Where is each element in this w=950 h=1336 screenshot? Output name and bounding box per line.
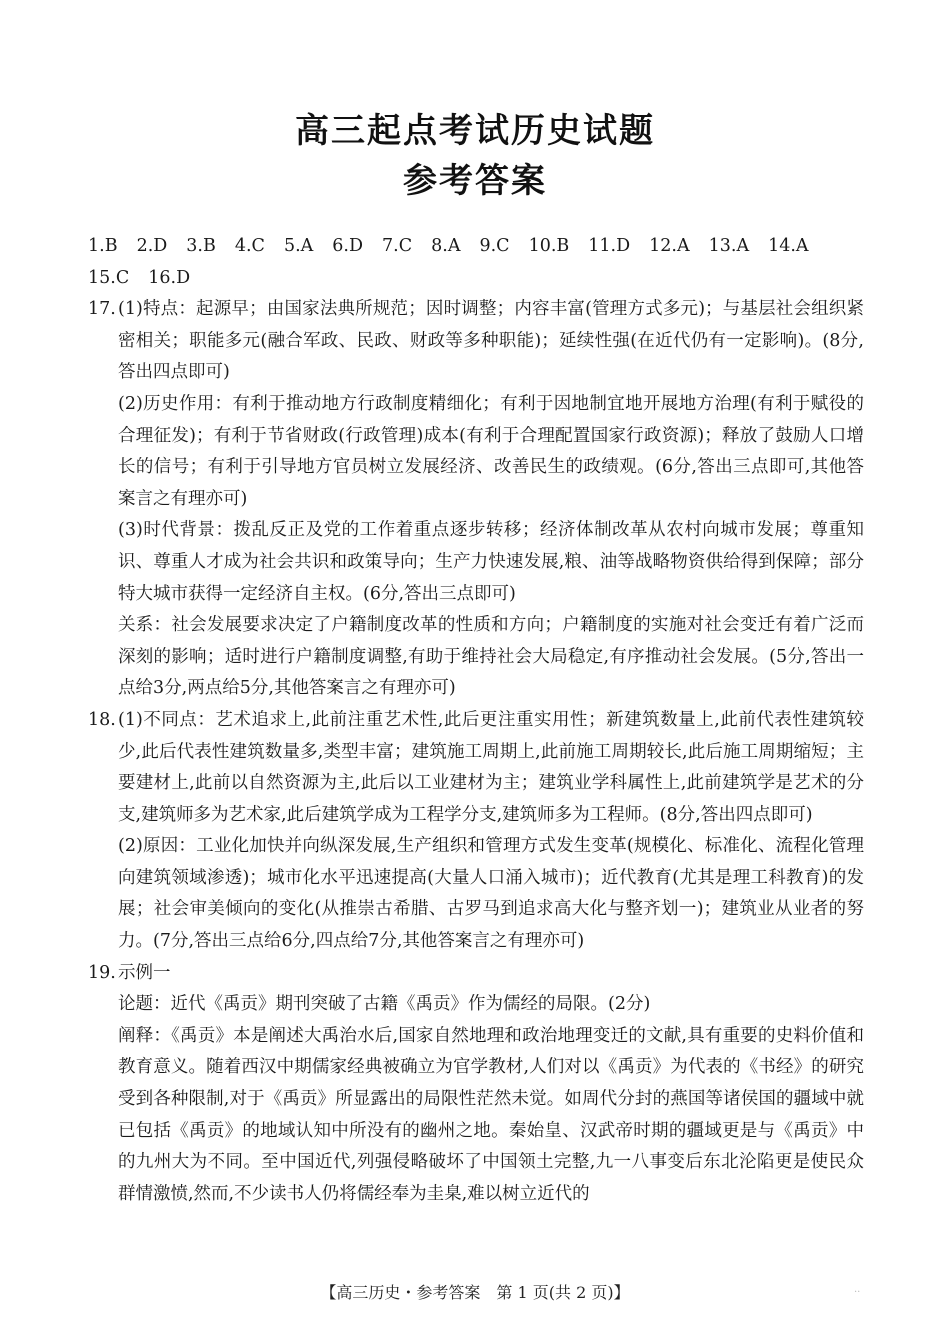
answer-item: 13.A [708, 236, 750, 256]
answer-item: 5.A [283, 236, 314, 256]
answer-item: 7.C [382, 236, 413, 256]
q17-relation: 关系：社会发展要求决定了户籍制度改革的性质和方向；户籍制度的实施对社会变迁有着广泛而深刻的影响；适时进行户籍制度调整,有助于维持社会大局稳定,有序推动社会发展。(5分,答出一点给3分,两点给5分,其他答案言之有理亦可) [118, 615, 864, 699]
answer-item: 1.B [88, 236, 118, 256]
page-title: 高三起点考试历史试题 [295, 111, 655, 151]
answer-item: 8.A [431, 236, 461, 256]
q19-example-label: 示例一 [118, 962, 171, 983]
q18-part-2: (2)原因：工业化加快并向纵深发展,生产组织和管理方式发生变革(规模化、标准化、流程化管理向建筑领域渗透)；城市化水平迅速提高(大量人口涌入城市)；近代教育(尤其是理工科教育)的发展；社会审美倾向的变化(从推崇古希腊、古罗马到追求高大化与整齐划一)；建筑业从业者的努力。(7分,答出三点给6分,四点给7分,其他答案言之有理亦可) [118, 836, 864, 952]
answer-item: 11.D [588, 236, 631, 256]
q17-part-2: (2)历史作用：有利于推动地方行政制度精细化；有利于因地制宜地开展地方治理(有利于赋役的合理征发)；有利于节省财政(行政管理)成本(有利于合理配置国家行政资源)；释放了鼓励人口增长的信号；有利于引导地方官员树立发展经济、改善民生的政绩观。(6分,答出三点即可,其他答案言之有理亦可) [118, 393, 864, 509]
answer-content [88, 231, 864, 1210]
page-mark: .. [854, 1284, 861, 1295]
multiple-choice-answers [88, 231, 864, 294]
answer-item: 6.D [332, 236, 364, 256]
question-18 [88, 705, 864, 958]
question-number: 18. [88, 709, 116, 730]
answer-item: 2.D [136, 236, 168, 256]
answer-item: 14.A [768, 236, 809, 256]
q19-explanation: 阐释：《禹贡》本是阐述大禹治水后,国家自然地理和政治地理变迁的文献,具有重要的史料价值和教育意义。随着西汉中期儒家经典被确立为官学教材,人们对以《禹贡》为代表的《书经》的研究受到各种限制,对于《禹贡》所显露出的局限性茫然未觉。如周代分封的燕国等诸侯国的疆域中就已包括《禹贡》的地域认知中所没有的幽州之地。秦始皇、汉武帝时期的疆域更是与《禹贡》中的九州大为不同。至中国近代,列强侵略破坏了中国领土完整,九一八事变后东北沦陷更是使民众群情激愤,然而,不少读书人仍将儒经奉为圭臬,难以树立近代的 [118, 1025, 864, 1204]
answer-item: 3.B [186, 236, 216, 256]
q17-part-3: (3)时代背景：拨乱反正及党的工作着重点逐步转移；经济体制改革从农村向城市发展；尊重知识、尊重人才成为社会共识和政策导向；生产力快速发展,粮、油等战略物资供给得到保障；部分特大城市获得一定经济自主权。(6分,答出三点即可) [118, 520, 864, 604]
question-number: 19. [88, 962, 116, 983]
answer-item: 4.C [234, 236, 265, 256]
answer-item: 15.C [88, 267, 130, 288]
q18-part-1: (1)不同点：艺术追求上,此前注重艺术性,此后更注重实用性；新建筑数量上,此前代表性建筑较少,此后代表性建筑数量多,类型丰富；建筑施工周期上,此前施工周期较长,此后施工周期缩短；主要建材上,此前以自然资源为主,此后以工业建材为主；建筑业学科属性上,此前建筑学是艺术的分支,建筑师多为艺术家,此后建筑学成为工程学分支,建筑师多为工程师。(8分,答出四点即可) [118, 709, 864, 825]
answer-item: 12.A [649, 236, 690, 256]
page-subtitle: 参考答案 [403, 161, 547, 201]
q19-thesis: 论题：近代《禹贡》期刊突破了古籍《禹贡》作为儒经的局限。(2分) [118, 994, 651, 1015]
question-number: 17. [88, 299, 116, 320]
question-19 [88, 958, 864, 1211]
answer-item: 16.D [148, 267, 191, 288]
answer-item: 9.C [479, 236, 510, 256]
page-footer: 【高三历史・参考答案 第 1 页(共 2 页)】 [320, 1283, 630, 1302]
question-17 [88, 294, 864, 705]
answer-item: 10.B [528, 236, 570, 256]
q17-part-1: (1)特点：起源早；由国家法典所规范；因时调整；内容丰富(管理方式多元)；与基层社会组织紧密相关；职能多元(融合军政、民政、财政等多种职能)；延续性强(在近代仍有一定影响)。(8分,答出四点即可) [118, 299, 864, 383]
